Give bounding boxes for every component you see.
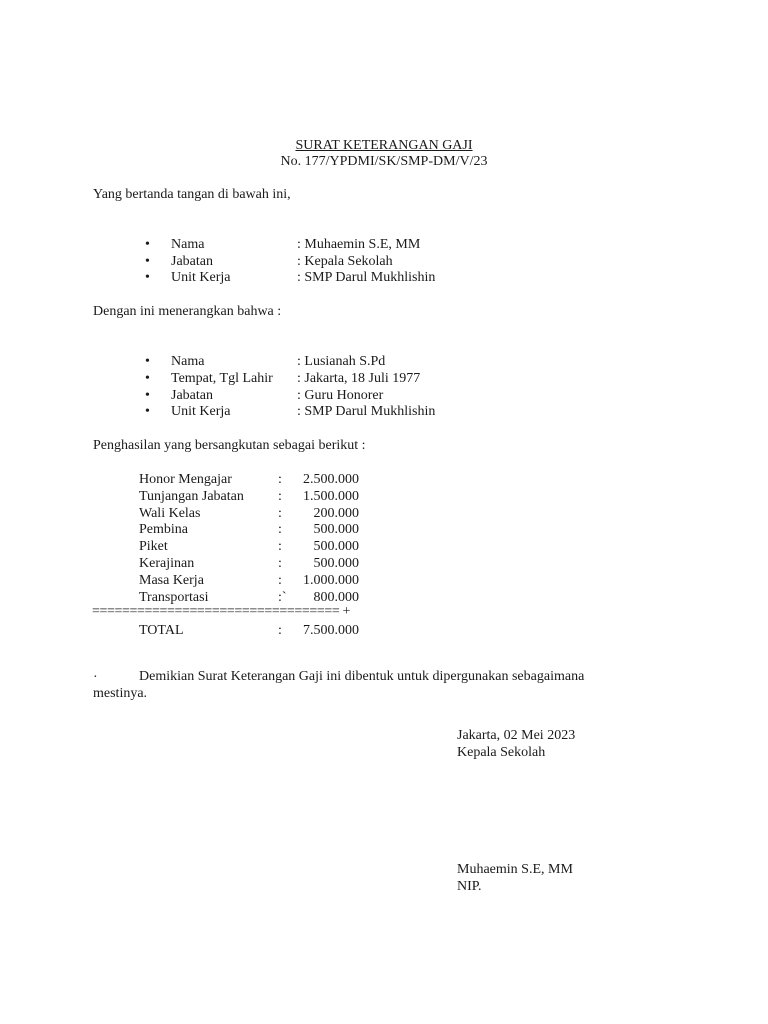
statement-text: Dengan ini menerangkan bahwa : bbox=[93, 304, 282, 319]
intro-text: Yang bertanda tangan di bawah ini, bbox=[93, 187, 291, 202]
bullet-icon: • bbox=[145, 270, 150, 285]
income-amount: 500.000 bbox=[313, 522, 359, 537]
income-amount: 1.000.000 bbox=[303, 573, 359, 588]
table-row bbox=[139, 522, 379, 539]
field-value: : Lusianah S.Pd bbox=[297, 354, 386, 369]
income-amount: 200.000 bbox=[313, 506, 359, 521]
income-colon: : bbox=[278, 472, 282, 487]
closing-text-line1: Demikian Surat Keterangan Gaji ini dibentuk untuk dipergunakan sebagaimana bbox=[139, 669, 585, 684]
income-label: Pembina bbox=[139, 522, 188, 537]
field-value: : Muhaemin S.E, MM bbox=[297, 237, 421, 252]
field-label: Unit Kerja bbox=[171, 404, 231, 419]
letter-number: No. 177/YPDMI/SK/SMP-DM/V/23 bbox=[280, 154, 488, 169]
table-row bbox=[139, 573, 379, 590]
field-label: Tempat, Tgl Lahir bbox=[171, 371, 273, 386]
field-label: Jabatan bbox=[171, 388, 213, 403]
field-label: Unit Kerja bbox=[171, 270, 231, 285]
signer-nip: NIP. bbox=[457, 879, 482, 894]
income-colon: : bbox=[278, 539, 282, 554]
income-label: Transportasi bbox=[139, 590, 209, 605]
income-colon: : bbox=[278, 489, 282, 504]
total-amount: 7.500.000 bbox=[303, 623, 359, 638]
closing-text-line2: mestinya. bbox=[93, 686, 148, 701]
field-label: Nama bbox=[171, 237, 205, 252]
place-date: Jakarta, 02 Mei 2023 bbox=[457, 728, 576, 743]
bullet-icon: • bbox=[145, 237, 150, 252]
income-label: Masa Kerja bbox=[139, 573, 204, 588]
field-label: Nama bbox=[171, 354, 205, 369]
field-value: : Jakarta, 18 Juli 1977 bbox=[297, 371, 421, 386]
table-row bbox=[139, 472, 379, 489]
bullet-icon: • bbox=[145, 254, 150, 269]
field-label: Jabatan bbox=[171, 254, 213, 269]
income-amount: 800.000 bbox=[313, 590, 359, 605]
bullet-icon: • bbox=[145, 404, 150, 419]
table-row bbox=[139, 506, 379, 523]
field-value: : Kepala Sekolah bbox=[297, 254, 393, 269]
income-label: Tunjangan Jabatan bbox=[139, 489, 244, 504]
table-row bbox=[139, 539, 379, 556]
total-colon: : bbox=[278, 623, 282, 638]
bullet-icon: • bbox=[145, 388, 150, 403]
income-colon: : bbox=[278, 506, 282, 521]
bullet-icon: • bbox=[145, 371, 150, 386]
sum-separator: ================================= + bbox=[92, 604, 350, 619]
income-amount: 500.000 bbox=[313, 539, 359, 554]
total-label: TOTAL bbox=[139, 623, 184, 638]
table-row bbox=[139, 556, 379, 573]
income-colon: : bbox=[278, 556, 282, 571]
field-value: : Guru Honorer bbox=[297, 388, 384, 403]
closing-marker: · bbox=[93, 670, 98, 685]
income-label: Honor Mengajar bbox=[139, 472, 232, 487]
field-value: : SMP Darul Mukhlishin bbox=[297, 404, 436, 419]
letter-title: SURAT KETERANGAN GAJI bbox=[295, 138, 473, 153]
income-colon: : bbox=[278, 522, 282, 537]
bullet-icon: • bbox=[145, 354, 150, 369]
income-amount: 2.500.000 bbox=[303, 472, 359, 487]
field-value: : SMP Darul Mukhlishin bbox=[297, 270, 436, 285]
income-amount: 1.500.000 bbox=[303, 489, 359, 504]
income-amount: 500.000 bbox=[313, 556, 359, 571]
income-intro-text: Penghasilan yang bersangkutan sebagai berikut : bbox=[93, 438, 366, 453]
income-label: Piket bbox=[139, 539, 168, 554]
income-label: Wali Kelas bbox=[139, 506, 201, 521]
signer-role: Kepala Sekolah bbox=[457, 745, 546, 760]
total-row bbox=[139, 623, 379, 640]
income-colon: :` bbox=[278, 590, 287, 605]
signer-name: Muhaemin S.E, MM bbox=[457, 862, 573, 877]
table-row bbox=[139, 489, 379, 506]
income-colon: : bbox=[278, 573, 282, 588]
income-label: Kerajinan bbox=[139, 556, 195, 571]
